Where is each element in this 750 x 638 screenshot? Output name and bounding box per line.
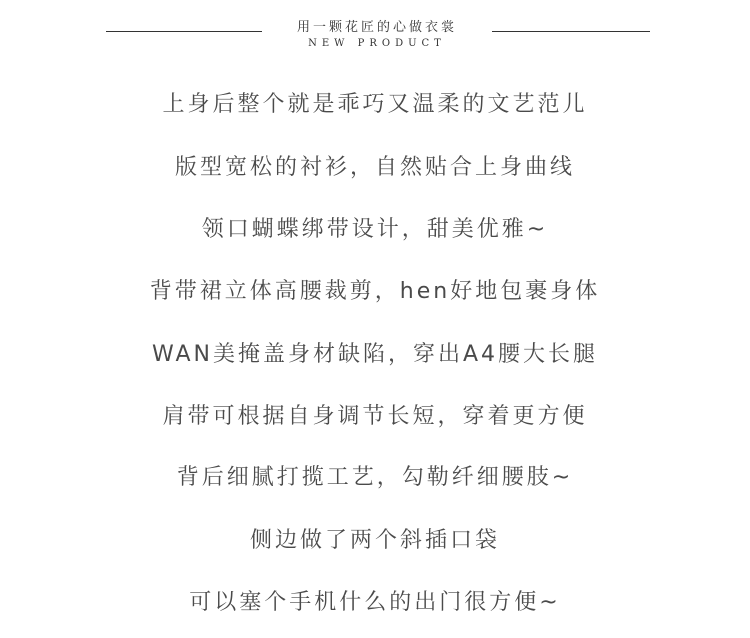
description-line: 肩带可根据自身调节长短，穿着更方便 [162,404,588,429]
description-line: 领口蝴蝶绑带设计，甜美优雅~ [201,217,549,242]
description-line: 背带裙立体高腰裁剪，hen好地包裹身体 [149,279,601,304]
description-line: 可以塞个手机什么的出门很方便~ [189,590,561,615]
description-line: 背后细腻打揽工艺，勾勒纤细腰肢~ [176,465,574,490]
header-divider-right [492,31,650,32]
header-divider-left [106,31,262,32]
header-tagline: 用一颗花匠的心做衣裳 [296,20,457,35]
description-line: 上身后整个就是乖巧又温柔的文艺范儿 [162,92,588,117]
description-line: 版型宽松的衬衫，自然贴合上身曲线 [174,155,575,180]
header-subtitle: NEW PRODUCT [308,38,446,49]
description-line: WAN美掩盖身材缺陷，穿出A4腰大长腿 [151,342,599,367]
description-line: 侧边做了两个斜插口袋 [249,528,500,553]
header [0,0,750,60]
